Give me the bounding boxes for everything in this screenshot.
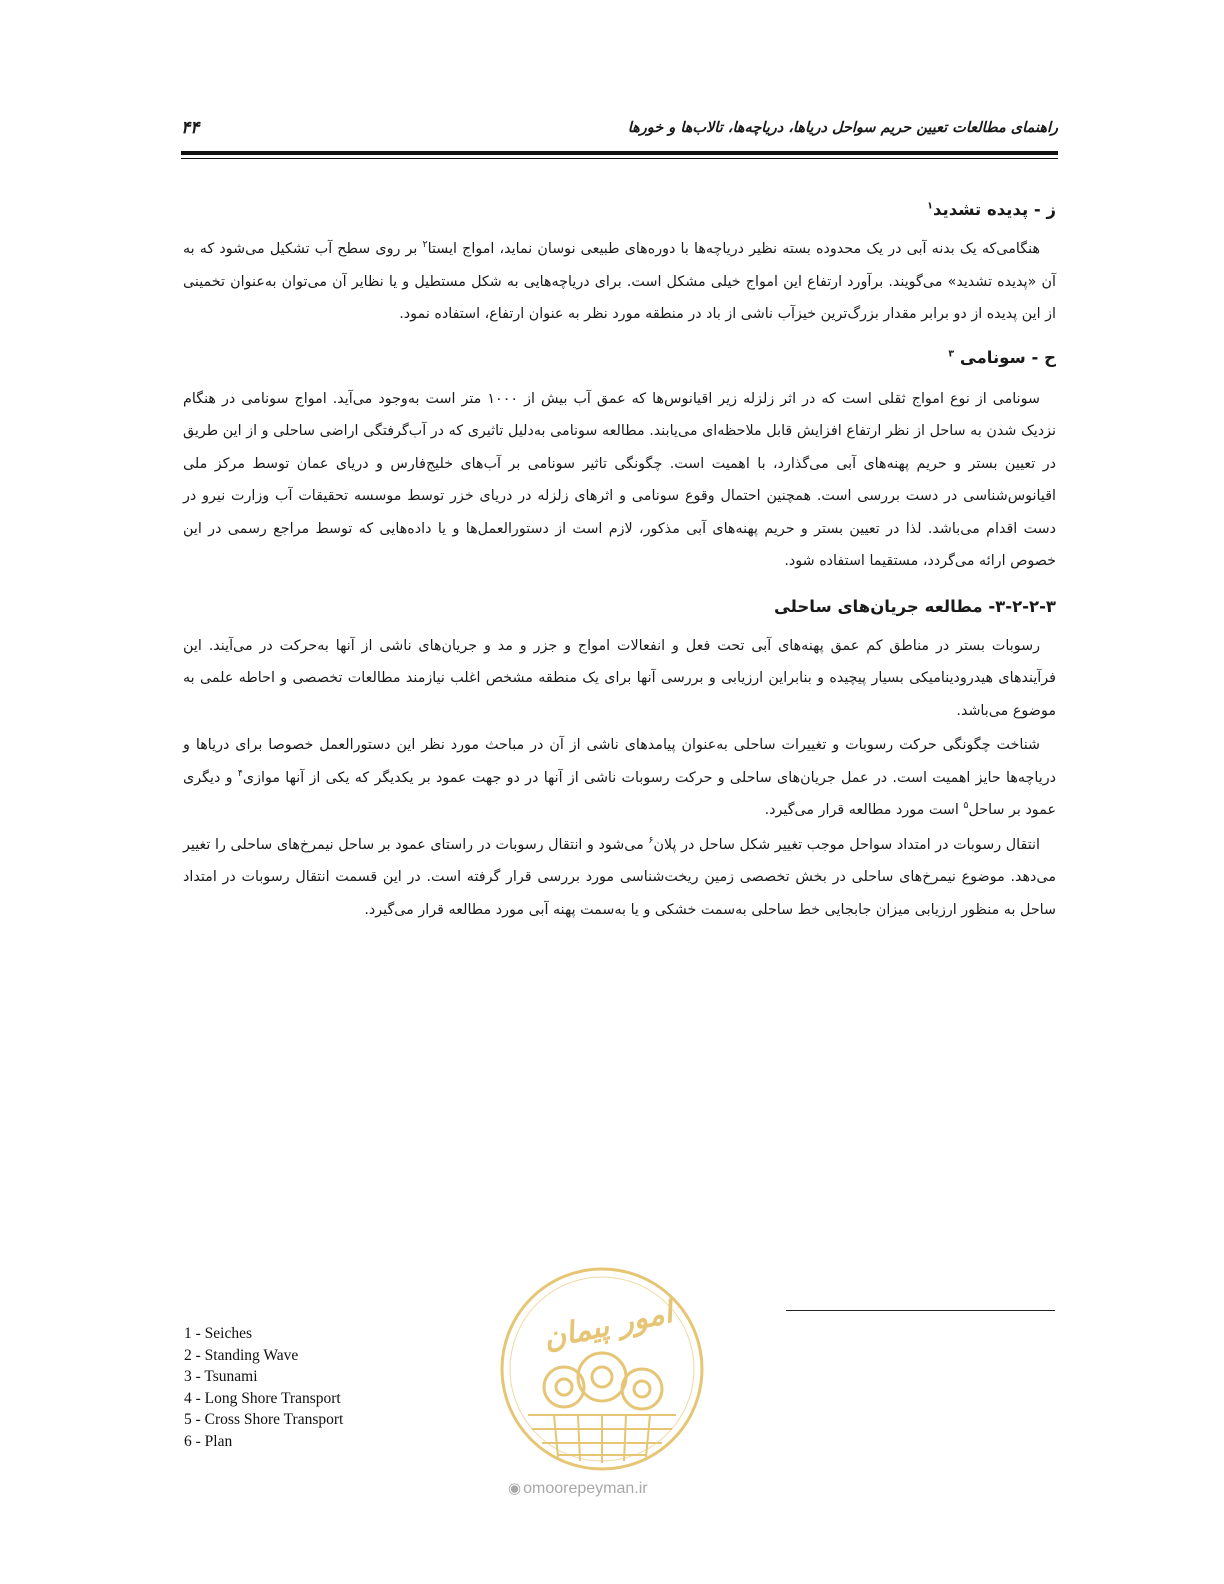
footnote-ref-6: ۶: [648, 834, 654, 846]
heading-coastal-currents: ۳-۲-۲-۳- مطالعه جریان‌های ساحلی: [773, 596, 1056, 616]
page-number: ۴۴: [181, 118, 200, 138]
header-rule-thick: [181, 151, 1058, 155]
footnote-5: 5 - Cross Shore Transport: [184, 1411, 344, 1428]
footnote-separator: [786, 1310, 1055, 1311]
footnotes: [184, 1323, 343, 1452]
footnote-ref-3: ۳: [948, 348, 955, 359]
footnote-ref-5: ۵: [963, 800, 969, 812]
paragraph-currents-2: شناخت چگونگی حرکت رسوبات و تغییرات ساحلی به‌عنوان پیامدهای ناشی از آن در مباحث مورد نظر این دستورالعمل خصوصا برای دریاها و دریاچه‌ها حایز اهمیت است. در عمل جریان‌های ساحلی و حرکت رسوبات ناشی از آنها در دو جهت عمود بر یکدیگر که یکی از آنها موازی$^۴$ و دیگری عمود بر ساحل$^۵$ است مورد مطالعه قرار می‌گیرد.: [183, 737, 1056, 818]
footnote-ref-2: ۲: [422, 239, 428, 251]
footnote-2: 2 - Standing Wave: [184, 1346, 299, 1364]
heading-tsunami: ح - سونامی $^۳$: [948, 347, 1056, 367]
footnote-6: 6 - Plan: [184, 1432, 233, 1450]
paragraph-currents-3: انتقال رسوبات در امتداد سواحل موجب تغییر شکل ساحل در پلان$^۶$ می‌شود و انتقال رسوبات در راستای عمود بر ساحل نیمرخ‌های ساحلی را تغییر می‌دهد. موضوع نیمرخ‌های ساحلی در بخش تخصصی زمین ریخت‌شناسی مورد بررسی قرار گرفته است. در این قسمت انتقال رسوبات در امتداد ساحل به منظور ارزیابی میزان جابجایی خط ساحلی به‌سمت خشکی و یا به‌سمت پهنه آبی مورد مطالعه قرار می‌گیرد.: [183, 834, 1056, 918]
header-rule-thin: [181, 158, 1058, 159]
footnote-ref-4: ۴: [237, 767, 243, 779]
footnote-3: 3 - Tsunami: [184, 1368, 258, 1385]
footnote-1: 1 - Seiches: [184, 1325, 253, 1342]
paragraph-tsunami: سونامی از نوع امواج ثقلی است که در اثر زلزله زیر اقیانوس‌ها که عمق آب بیش از ۱۰۰۰ متر است به‌وجود می‌آید. امواج سونامی در هنگام نزدیک شدن به ساحل از نظر ارتفاع افزایش قابل ملاحظه‌ای می‌یابند. مطالعه سونامی به‌دلیل تاثیری که در آب‌گرفتگی اراضی ساحلی و از این طریق در تعیین بستر و حریم پهنه‌های آبی می‌گذارد، با اهمیت است. چگونگی تاثیر سونامی بر آب‌های خلیج‌فارس و دریای عمان توسط مرکز ملی اقیانوس‌شناسی در دست بررسی است. همچنین احتمال وقوع سونامی و اثرهای زلزله در دریای خزر توسط موسسه تحقیقات آب وزارت نیرو در دست اقدام می‌باشد. لذا در تعیین بستر و حریم پهنه‌های آبی مذکور، لازم است از دستورالعمل‌ها و یا داده‌هایی که توسط مراجع رسمی در این خصوص ارائه می‌گردد، مستقیما استفاده شود.: [183, 390, 1056, 569]
watermark-site: ◉ omoorepeyman.ir: [508, 1480, 648, 1497]
paragraph-currents-1: رسوبات بستر در مناطق کم عمق پهنه‌های آبی تحت فعل و انفعالات امواج و جزر و مد و جریان‌های ناشی از آنها به‌حرکت در می‌آیند. این فرآیندهای هیدرودینامیکی بسیار پیچیده و بنابراین ارزیابی و بررسی آنها برای یک منطقه مشخص اغلب نیازمند مطالعات تخصصی و احاطه علمی به موضوع می‌باشد.: [183, 637, 1056, 719]
footnote-ref-1: ۱: [927, 200, 933, 212]
running-header: [181, 118, 1058, 148]
globe-icon: ◉: [508, 1480, 522, 1497]
body-text: [183, 195, 1056, 926]
paragraph-seiche: هنگامی‌که یک بدنه آبی در یک محدوده بسته نظیر دریاچه‌ها با دوره‌های طبیعی نوسان نماید، امواج ایستا$^۲$ بر روی سطح آب تشکیل می‌شود که به آن «پدیده تشدید» می‌گویند. برآورد ارتفاع این امواج خیلی مشکل است. برای دریاچه‌هایی به شکل مستطیل و یا نظایر آن می‌توان به‌عنوان تخمینی از این پدیده از دو برابر مقدار بزرگ‌ترین خیزآب ناشی از باد در منطقه مورد نظر به عنوان ارتفاع، استفاده نمود.: [183, 239, 1056, 322]
svg-text:امور پیمان: امور پیمان: [540, 1294, 676, 1357]
heading-seiche: ز - پدیده تشدید$^۱$: [927, 200, 1056, 219]
watermark-seal-logo: [498, 1265, 706, 1473]
footnote-4: 4 - Long Shore Transport: [184, 1389, 341, 1407]
running-title: راهنمای مطالعات تعیین حریم سواحل دریاها، دریاچه‌ها، تالاب‌ها و خورها: [627, 120, 1058, 136]
